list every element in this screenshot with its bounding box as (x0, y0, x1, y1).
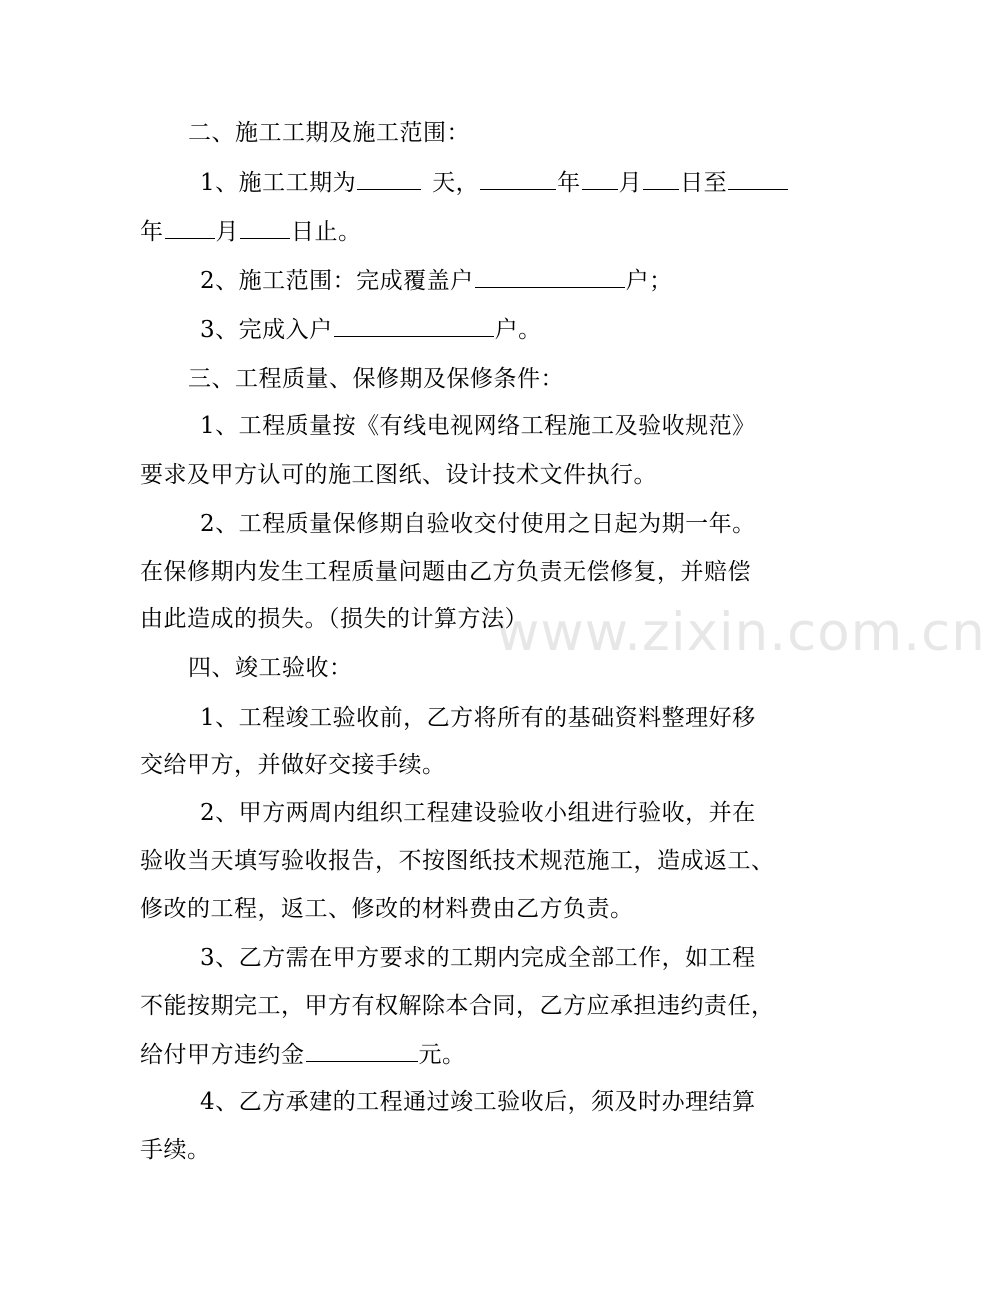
item3-suffix: 户。 (494, 317, 542, 343)
acceptance-item3-line3 (140, 1039, 466, 1070)
section-heading-acceptance: 四、竣工验收： (188, 655, 353, 681)
unit-month: 月 (618, 170, 643, 196)
acceptance-item4-line2: 手续。 (140, 1137, 211, 1163)
unit-year: 年 (557, 170, 581, 196)
household-entry-blank (334, 314, 494, 337)
acceptance-item4-line1: 4、乙方承建的工程通过竣工验收后，须及时办理结算 (200, 1089, 756, 1115)
penalty-prefix: 给付甲方违约金 (140, 1042, 305, 1068)
section-heading-construction-period: 二、施工工期及施工范围： (188, 120, 470, 146)
end-month-blank (165, 216, 215, 239)
end-day-blank (240, 216, 290, 239)
acceptance-item1-line1: 1、工程竣工验收前，乙方将所有的基础资料整理好移 (200, 705, 756, 731)
coverage-households-blank (475, 265, 625, 288)
acceptance-item1-line2: 交给甲方，并做好交接手续。 (140, 752, 446, 778)
start-month-blank (582, 167, 618, 190)
quality-item1-line1: 1、工程质量按《有线电视网络工程施工及验收规范》 (200, 413, 756, 439)
quality-item2-line1: 2、工程质量保修期自验收交付使用之日起为期一年。 (200, 511, 756, 537)
quality-item1-line2: 要求及甲方认可的施工图纸、设计技术文件执行。 (140, 462, 657, 488)
quality-item2-line2: 在保修期内发生工程质量问题由乙方负责无偿修复，并赔偿 (140, 559, 751, 585)
unit-year-2: 年 (140, 219, 164, 245)
watermark: www.zixin.com.cn (496, 602, 986, 663)
penalty-suffix: 元。 (418, 1042, 466, 1068)
end-text: 日止。 (291, 219, 362, 245)
acceptance-item2-line2: 验收当天填写验收报告，不按图纸技术规范施工，造成返工、 (140, 848, 775, 874)
day-to: 日至 (680, 170, 728, 196)
acceptance-item2-line3: 修改的工程，返工、修改的材料费由乙方负责。 (140, 896, 634, 922)
quality-item2-line3: 由此造成的损失。（损失的计算方法） (140, 606, 528, 632)
end-year-blank-part1 (728, 167, 788, 190)
start-year-blank (480, 167, 556, 190)
item1-prefix: 1、施工工期为 (200, 170, 357, 196)
penalty-amount-blank (306, 1039, 418, 1062)
acceptance-item3-line1: 3、乙方需在甲方要求的工期内完成全部工作，如工程 (200, 945, 756, 971)
item2-prefix: 2、施工范围：完成覆盖户 (200, 268, 474, 294)
days-blank (357, 167, 421, 190)
item2-suffix: 户； (625, 268, 673, 294)
unit-month-2: 月 (215, 219, 239, 245)
construction-period-item1-line1 (200, 167, 789, 198)
item3-prefix: 3、完成入户 (200, 317, 333, 343)
construction-period-item2 (200, 265, 673, 296)
construction-period-item3 (200, 314, 542, 345)
acceptance-item3-line2: 不能按期完工，甲方有权解除本合同，乙方应承担违约责任， (140, 993, 775, 1019)
unit-day: 天， (432, 170, 480, 196)
start-day-blank (643, 167, 679, 190)
section-heading-quality: 三、工程质量、保修期及保修条件： (188, 366, 564, 392)
construction-period-item1-line2 (140, 216, 362, 247)
acceptance-item2-line1: 2、甲方两周内组织工程建设验收小组进行验收，并在 (200, 800, 756, 826)
